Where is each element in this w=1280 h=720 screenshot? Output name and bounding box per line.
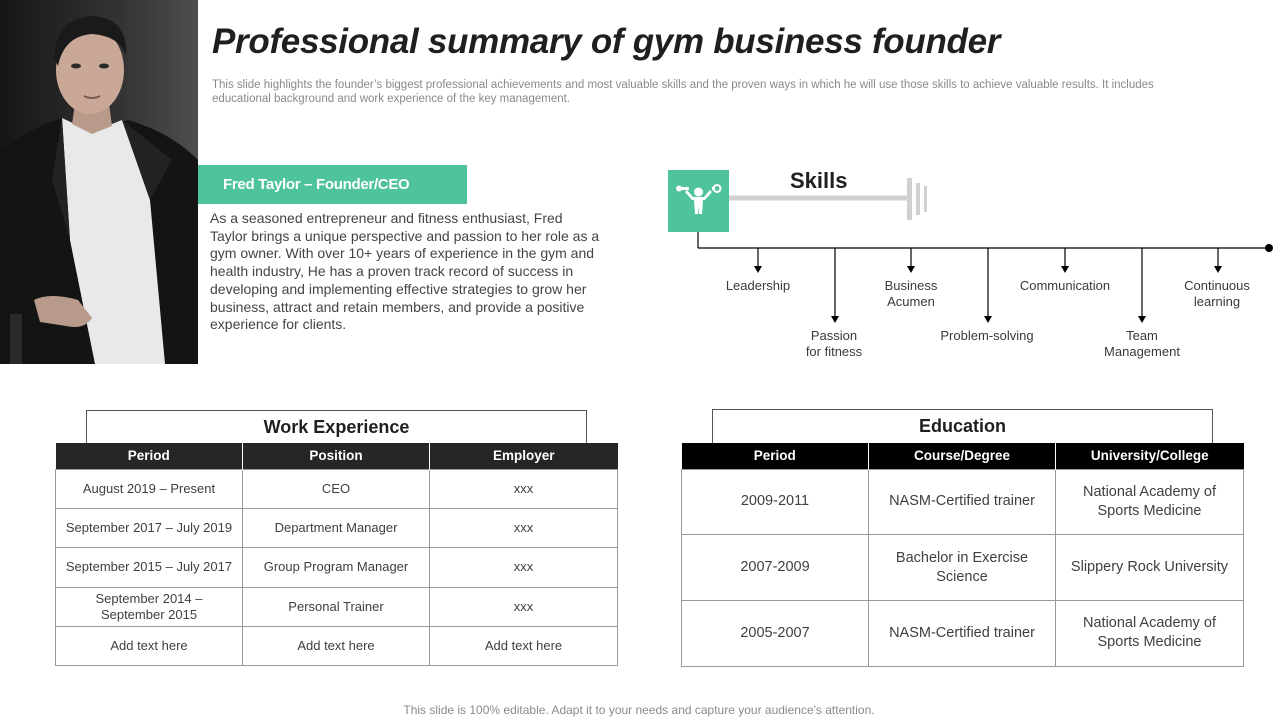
table-row <box>682 535 1244 601</box>
cell-period: September 2014 – September 2015 <box>56 587 243 626</box>
skills-title: Skills <box>790 168 848 193</box>
skill-team-management: Team Management <box>1104 328 1180 359</box>
arrow-communication <box>1061 266 1069 273</box>
table-row <box>56 627 618 666</box>
cell-period: 2009-2011 <box>682 469 869 535</box>
arrow-passion <box>831 316 839 323</box>
column-header-university: University/College <box>1056 443 1244 469</box>
arrow-problem-solving <box>984 316 992 323</box>
cell-position: Department Manager <box>243 508 430 547</box>
cell-university: National Academy of Sports Medicine <box>1056 600 1244 666</box>
cell-position: Group Program Manager <box>243 548 430 587</box>
cell-employer: xxx <box>430 469 618 508</box>
column-header-employer: Employer <box>430 443 618 469</box>
table-header-row <box>682 443 1244 469</box>
table-row <box>56 587 618 626</box>
arrow-leadership <box>754 266 762 273</box>
footer-note: This slide is 100% editable. Adapt it to your needs and capture your audience's attention. <box>403 703 875 717</box>
skill-business-acumen: Business Acumen <box>884 278 938 309</box>
column-header-period: Period <box>56 443 243 469</box>
education-heading: Education <box>712 409 1213 443</box>
arrow-continuous-learning <box>1214 266 1222 273</box>
cell-university: National Academy of Sports Medicine <box>1056 469 1244 535</box>
table-row <box>56 508 618 547</box>
cell-employer: xxx <box>430 548 618 587</box>
timeline-end-dot <box>1265 244 1273 252</box>
cell-employer: xxx <box>430 508 618 547</box>
table-row <box>682 600 1244 666</box>
cell-period: 2007-2009 <box>682 535 869 601</box>
page-title: Professional summary of gym business founder <box>212 22 1001 61</box>
column-header-position: Position <box>243 443 430 469</box>
column-header-course: Course/Degree <box>869 443 1056 469</box>
cell-period: 2005-2007 <box>682 600 869 666</box>
cell-course: NASM-Certified trainer <box>869 469 1056 535</box>
work-experience-heading: Work Experience <box>86 410 587 444</box>
cell-course: Bachelor in Exercise Science <box>869 535 1056 601</box>
cell-university: Slippery Rock University <box>1056 535 1244 601</box>
cell-employer: Add text here <box>430 627 618 666</box>
cell-period: September 2017 – July 2019 <box>56 508 243 547</box>
cell-position: Add text here <box>243 627 430 666</box>
skill-communication: Communication <box>1019 278 1111 293</box>
arrow-business-acumen <box>907 266 915 273</box>
cell-position: CEO <box>243 469 430 508</box>
table-row <box>682 469 1244 535</box>
education-table <box>681 443 1244 667</box>
barbell-plate <box>907 178 912 220</box>
skill-passion-for-fitness: Passion for fitness <box>805 328 863 359</box>
work-experience-table <box>55 443 618 666</box>
founder-name-banner: Fred Taylor – Founder/CEO <box>198 165 467 204</box>
cell-position: Personal Trainer <box>243 587 430 626</box>
cell-period: September 2015 – July 2017 <box>56 548 243 587</box>
cell-employer: xxx <box>430 587 618 626</box>
skill-problem-solving: Problem-solving <box>940 328 1034 343</box>
page-subtitle: This slide highlights the founder’s biggest professional achievements and most valuable skills and the proven ways in which he will use those skills to achieve valuable results. It includes educational background and work experience of the key management. <box>212 79 1154 105</box>
barbell-plate <box>924 186 927 212</box>
arrow-team-management <box>1138 316 1146 323</box>
skill-continuous-learning: Continuous learning <box>1184 278 1250 309</box>
table-header-row <box>56 443 618 469</box>
cell-period: Add text here <box>56 627 243 666</box>
column-header-period: Period <box>682 443 869 469</box>
barbell-plate <box>916 183 920 215</box>
table-row <box>56 469 618 508</box>
cell-course: NASM-Certified trainer <box>869 600 1056 666</box>
skill-leadership: Leadership <box>725 278 791 293</box>
founder-bio: As a seasoned entrepreneur and fitness enthusiast, Fred Taylor brings a unique perspective and passion to her role as a gym owner. With over 10+ years of experience in the gym and health industry, He has a proven track record of success in developing and implementing effective strategies to grow her business, attract and retain members, and provide a positive experience for clients. <box>210 210 600 333</box>
cell-period: August 2019 – Present <box>56 469 243 508</box>
table-row <box>56 548 618 587</box>
